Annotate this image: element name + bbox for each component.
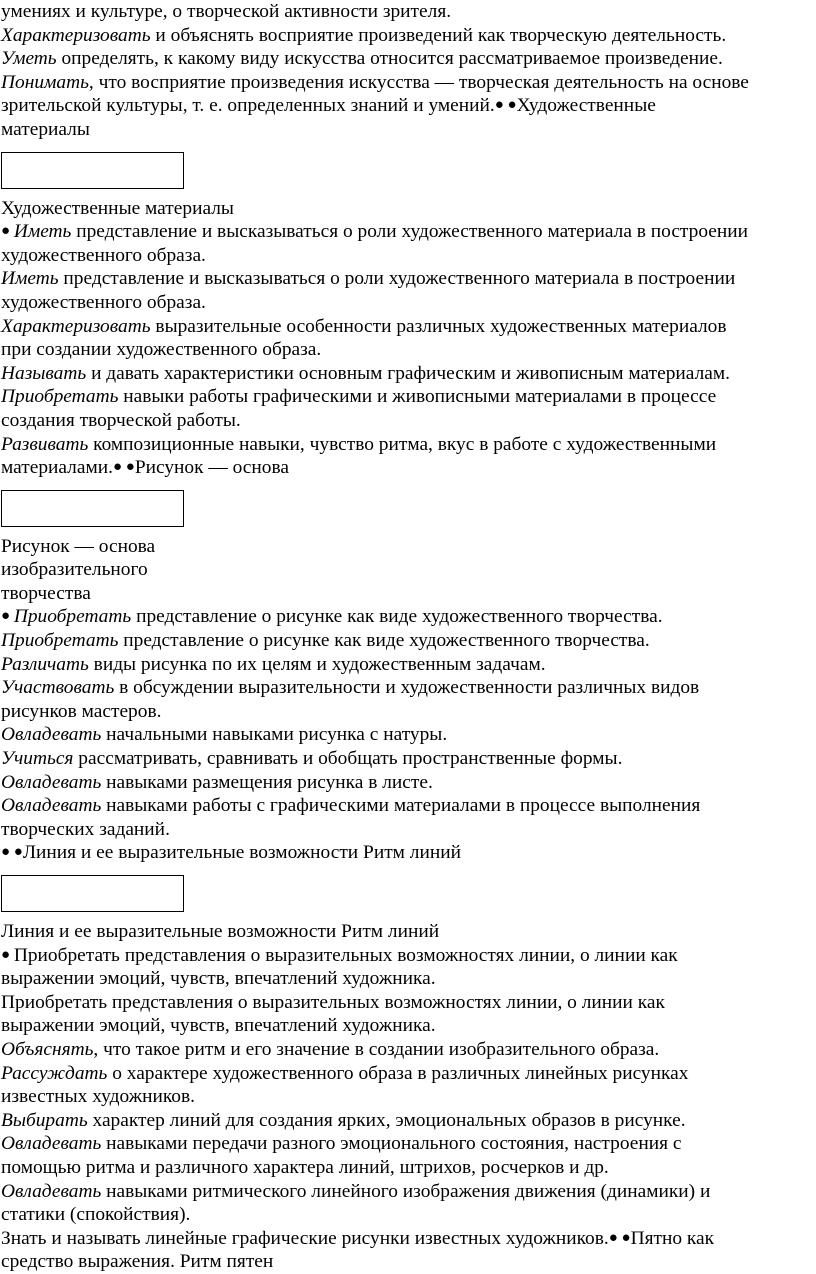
italic-verb: Называть [1, 362, 87, 384]
text-line [1, 94, 813, 118]
text-line [1, 1109, 813, 1133]
text-line [1, 794, 813, 818]
text-line [1, 1132, 813, 1156]
italic-verb: Приобретать [13, 606, 132, 628]
text-line [1, 818, 813, 842]
text-run: творчества [1, 582, 91, 604]
text-run: рисунков мастеров. [1, 700, 162, 722]
text-line [1, 385, 813, 409]
text-run: рассматривать, сравнивать и обобщать пространственные формы. [73, 748, 623, 770]
text-line [1, 197, 813, 221]
text-line [1, 771, 813, 795]
text-line [1, 267, 813, 291]
text-line [1, 723, 813, 747]
text-line [1, 1156, 813, 1180]
text-run: умениях и культуре, о творческой активности зрителя. [1, 1, 452, 22]
text-line [1, 676, 813, 700]
italic-verb: Приобретать [1, 630, 119, 652]
bullet-icon: ● ● [494, 97, 517, 114]
text-line [1, 653, 813, 677]
text-run: статики (спокойствия). [1, 1204, 191, 1226]
text-line [1, 362, 813, 386]
text-run: художественного образа. [1, 291, 206, 313]
italic-verb: Различать [1, 653, 89, 675]
text-line [1, 1085, 813, 1109]
text-run: Приобретать представления о выразительных возможностях линии, о линии как [13, 944, 678, 966]
italic-verb: Иметь [13, 221, 72, 243]
text-line [1, 0, 813, 24]
text-line [1, 220, 813, 244]
text-run: Рисунок — основа [134, 457, 289, 479]
text-run: Пятно как [630, 1227, 715, 1249]
text-line [1, 535, 813, 559]
text-run: творческих заданий. [1, 818, 170, 840]
empty-frame [1, 490, 184, 527]
text-run: навыками размещения рисунка в листе. [101, 771, 433, 793]
italic-verb: Овладевать [1, 724, 102, 746]
text-line [1, 1180, 813, 1204]
italic-verb: Иметь [1, 268, 59, 290]
text-run: и давать характеристики основным графическим и живописным материалам. [86, 362, 730, 384]
text-run: , что такое ритм и его значение в создании изобразительного образа. [93, 1038, 660, 1060]
text-line [1, 920, 813, 944]
text-line [1, 967, 813, 991]
text-run: зрительской культуры, т. е. определенных знаний и умений. [1, 95, 495, 117]
text-run: определять, к какому виду искусства относится рассматриваемое произведение. [56, 48, 723, 70]
text-line [1, 338, 813, 362]
text-run: изобразительного [1, 559, 148, 581]
text-run: помощью ритма и различного характера линий, штрихов, росчерков и др. [1, 1156, 609, 1178]
italic-verb: Учиться [1, 748, 74, 770]
text-run: навыками работы с графическими материалами в процессе выполнения [101, 795, 701, 817]
text-run: создания творческой работы. [1, 409, 241, 431]
italic-verb: Развивать [1, 433, 89, 455]
text-line [1, 841, 813, 865]
text-run: при создании художественного образа. [1, 339, 322, 361]
text-line [1, 629, 813, 653]
text-run: известных художников. [1, 1086, 195, 1108]
bullet-icon: ● [1, 946, 14, 963]
empty-frame [1, 152, 184, 189]
text-run: представление и высказываться о роли художественного материала в построении [58, 268, 736, 290]
text-run: Художественные [516, 95, 656, 117]
text-line [1, 991, 813, 1015]
text-run: представление и высказываться о роли художественного материала в построении [71, 221, 749, 243]
text-run: навыками ритмического линейного изображения движения (динамики) и [101, 1180, 711, 1202]
text-run: представление о рисунке как виде художественного творчества. [118, 630, 650, 652]
bullet-icon: ● ● [1, 844, 23, 861]
text-line [1, 700, 813, 724]
text-run: о характере художественного образа в различных линейных рисунках [107, 1062, 689, 1084]
text-line [1, 1062, 813, 1086]
text-run: начальными навыками рисунка с натуры. [101, 724, 448, 746]
text-run: Знать и называть линейные графические рисунки известных художников. [1, 1227, 609, 1249]
text-line [1, 1227, 813, 1251]
text-line [1, 1038, 813, 1062]
text-run: композиционные навыки, чувство ритма, вкус в работе с художественными [88, 433, 717, 455]
text-run: Линия и ее выразительные возможности Ритм линий [1, 921, 440, 942]
text-line [1, 291, 813, 315]
text-run: навыки работы графическими и живописными материалами в процессе [118, 386, 717, 408]
italic-verb: Характеризовать [1, 24, 151, 46]
italic-verb: Овладевать [1, 771, 102, 793]
text-run: виды рисунка по их целям и художественным задачам. [88, 653, 546, 675]
text-line [1, 456, 813, 480]
text-run: и объяснять восприятие произведений как творческую деятельность. [150, 24, 727, 46]
text-run: выражении эмоций, чувств, впечатлений художника. [1, 1015, 436, 1037]
text-line [1, 1250, 813, 1274]
bullet-icon: ● [1, 223, 14, 240]
bullet-icon: ● [1, 608, 14, 625]
text-line [1, 558, 813, 582]
bullet-icon: ● ● [112, 459, 135, 476]
italic-verb: Овладевать [1, 795, 102, 817]
italic-verb: Выбирать [1, 1109, 88, 1131]
text-line [1, 747, 813, 771]
italic-verb: Рассуждать [1, 1062, 108, 1084]
italic-verb: Объяснять [1, 1038, 94, 1060]
text-line [1, 1203, 813, 1227]
text-run: Линия и ее выразительные возможности Ритм линий [22, 842, 461, 864]
italic-verb: Овладевать [1, 1133, 102, 1155]
text-line [1, 944, 813, 968]
text-line [1, 1014, 813, 1038]
text-run: Рисунок — основа [1, 535, 156, 557]
text-line [1, 582, 813, 606]
text-run: Художественные материалы [1, 197, 234, 219]
text-line [1, 118, 813, 142]
text-line [1, 605, 813, 629]
text-run: характер линий для создания ярких, эмоциональных образов в рисунке. [87, 1109, 686, 1131]
text-run: представление о рисунке как виде художественного творчества. [131, 606, 663, 628]
text-line [1, 47, 813, 71]
italic-verb: Участвовать [1, 677, 115, 699]
italic-verb: Овладевать [1, 1180, 102, 1202]
text-line [1, 71, 813, 95]
italic-verb: Понимать [1, 71, 89, 93]
text-line [1, 24, 813, 48]
italic-verb: Приобретать [1, 386, 119, 408]
bullet-icon: ● ● [608, 1229, 631, 1246]
text-line [1, 409, 813, 433]
text-run: , что восприятие произведения искусства — творческая деятельность на основе [88, 71, 749, 93]
text-run: выразительные особенности различных художественных материалов [150, 315, 727, 337]
empty-frame [1, 875, 184, 912]
text-run: художественного образа. [1, 244, 206, 266]
text-run: средство выражения. Ритм пятен [1, 1251, 274, 1273]
text-line [1, 433, 813, 457]
text-line [1, 244, 813, 268]
italic-verb: Характеризовать [1, 315, 151, 337]
text-run: в обсуждении выразительности и художественности различных видов [114, 677, 700, 699]
text-run: выражении эмоций, чувств, впечатлений художника. [1, 968, 436, 990]
italic-verb: Уметь [1, 48, 57, 70]
text-run: материалы [1, 118, 90, 140]
text-run: навыками передачи разного эмоционального состояния, настроения с [101, 1133, 682, 1155]
text-line [1, 315, 813, 339]
text-run: Приобретать представления о выразительных возможностях линии, о линии как [1, 991, 665, 1013]
text-run: материалами. [1, 457, 113, 479]
